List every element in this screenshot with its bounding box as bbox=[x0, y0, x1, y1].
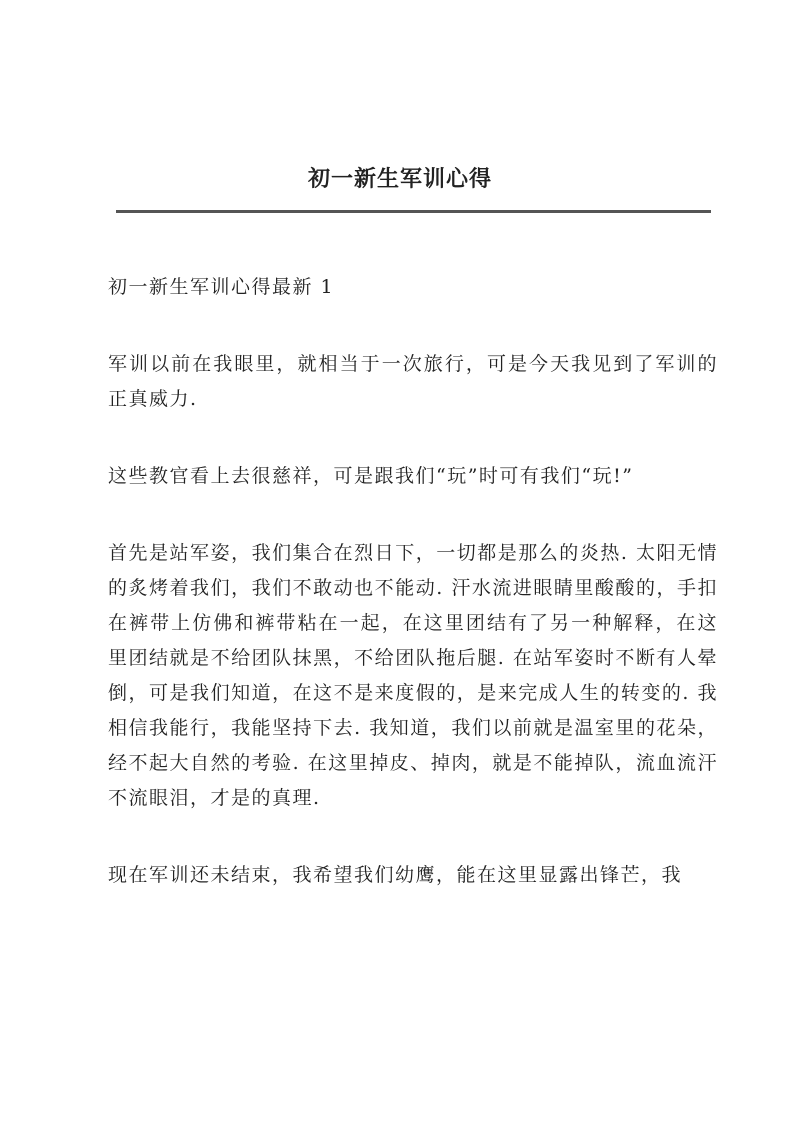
document-body bbox=[108, 270, 718, 893]
paragraph-4: 现在军训还未结束，我希望我们幼鹰，能在这里显露出锋芒，我 bbox=[108, 864, 683, 886]
title-divider bbox=[116, 210, 711, 213]
section-heading: 初一新生军训心得最新 1 bbox=[108, 276, 335, 298]
paragraph-3: 首先是站军姿，我们集合在烈日下，一切都是那么的炎热. 太阳无情的炙烤着我们，我们不敢动也不能动. 汗水流进眼睛里酸酸的，手扣在裤带上仿佛和裤带粘在一起，在这里团结有了另一种解释，在这里团结就是不给团队抹黑，不给团队拖后腿. 在站军姿时不断有人晕倒，可是我们知道，在这不是来度假的，是来完成人生的转变的. 我相信我能行，我能坚持下去. 我知道，我们以前就是温室里的花朵，经不起大自然的考验. 在这里掉皮、掉肉，就是不能掉队，流血流汗不流眼泪，才是的真理. bbox=[108, 542, 718, 809]
document-title: 初一新生军训心得 bbox=[307, 166, 492, 192]
paragraph-2: 这些教官看上去很慈祥，可是跟我们“玩”时可有我们“玩!” bbox=[108, 465, 634, 487]
paragraph-1: 军训以前在我眼里，就相当于一次旅行，可是今天我见到了军训的正真威力. bbox=[108, 353, 718, 410]
